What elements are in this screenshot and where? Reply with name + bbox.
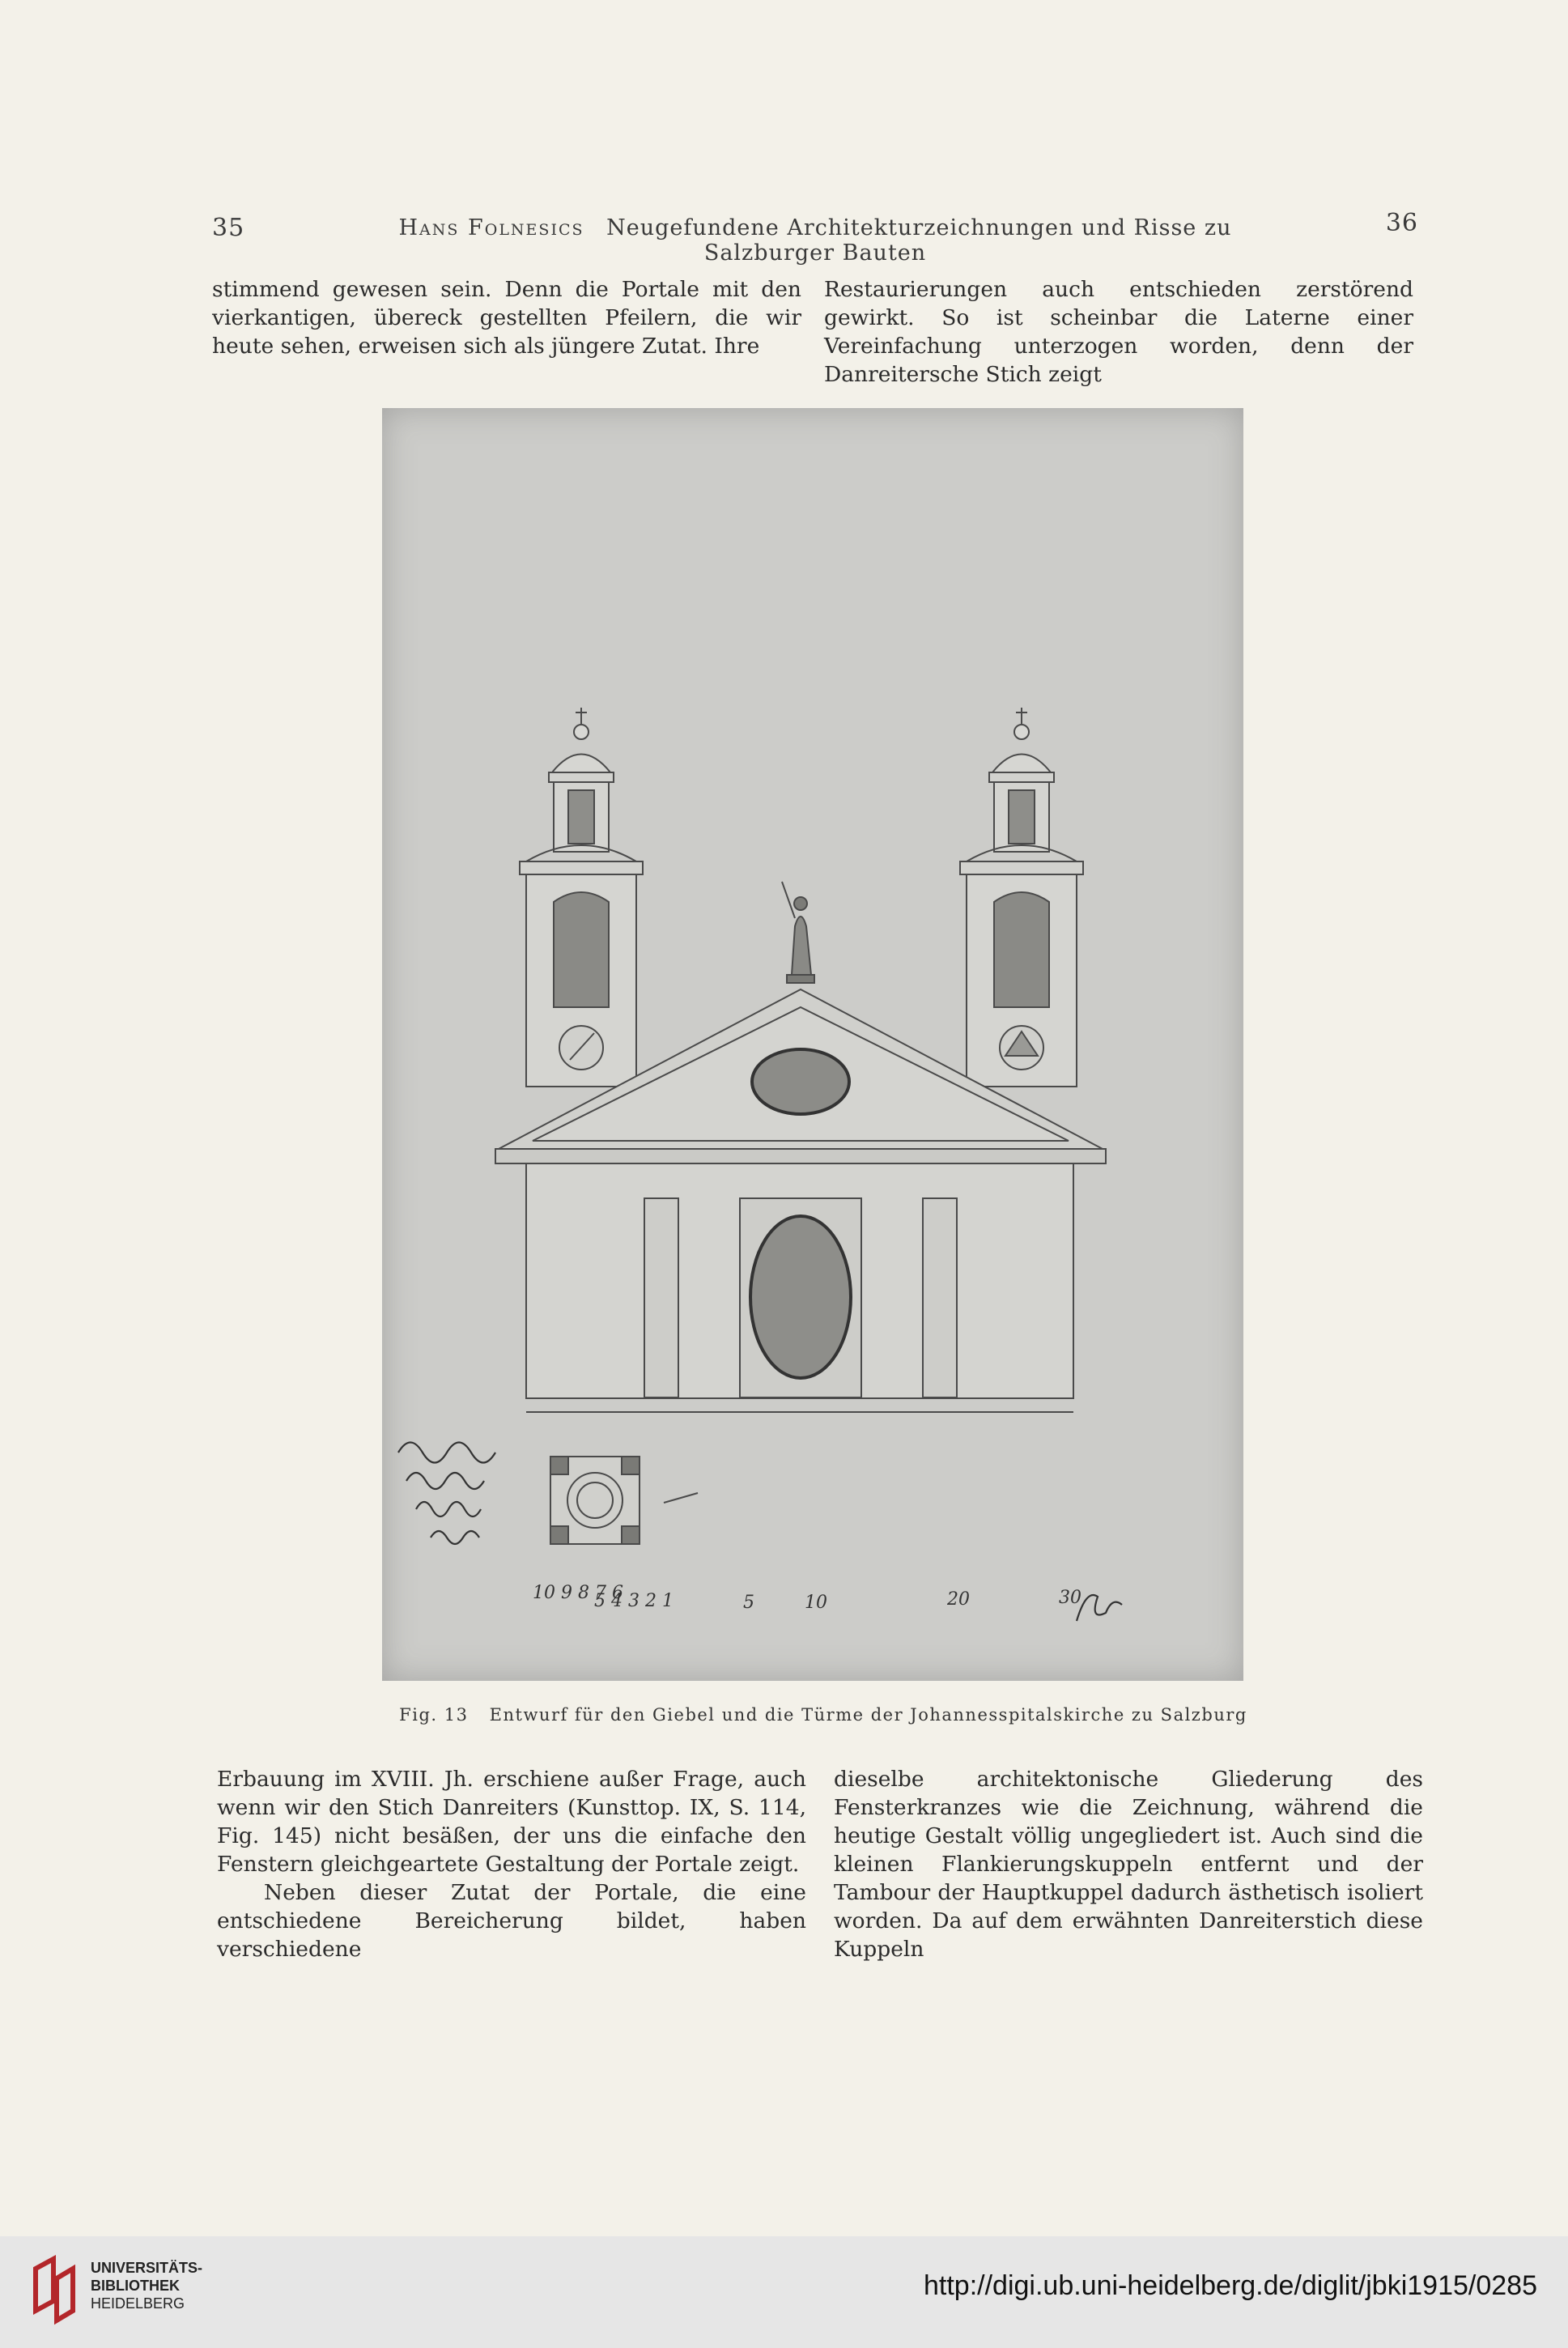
top-left-column bbox=[212, 275, 801, 360]
figure-number: Fig. 13 bbox=[399, 1705, 469, 1725]
page-number-right: 36 bbox=[1385, 209, 1418, 237]
bottom-right-paragraph: dieselbe architektonische Gliederung des Fensterkranzes wie die Zeichnung, während die heutige Gestalt völlig ungegliedert ist. Auch sind die kleinen Flankierungskuppeln entfernt und der Tambour der Hauptkuppel dadurch ästhetisch isoliert worden. Da auf dem erwähnten Danreiterstich diese Kuppeln bbox=[834, 1767, 1423, 1962]
scale-number-20: 20 bbox=[947, 1589, 970, 1610]
facade-drawing-svg bbox=[382, 408, 1243, 1681]
scale-number-10-6: 10 9 8 7 6 bbox=[533, 1583, 623, 1603]
figure-caption bbox=[382, 1705, 1264, 1725]
bottom-left-paragraph-1: Erbauung im XVIII. Jh. erschiene außer Frage, auch wenn wir den Stich Danreiters (Kunsttop. IX, S. 114, Fig. 145) nicht besäßen, der uns die einfache den Fenstern gleichgeartete Gestaltung der Portale zeigt. bbox=[217, 1767, 806, 1877]
scale-number-30: 30 bbox=[1059, 1588, 1081, 1608]
page-number-left: 35 bbox=[212, 214, 245, 242]
handwritten-annotation bbox=[398, 1443, 1122, 1622]
running-header bbox=[212, 209, 1418, 266]
figure-church-facade-drawing bbox=[382, 408, 1243, 1681]
running-title-line bbox=[358, 215, 1273, 266]
permalink-url[interactable]: http://digi.ub.uni-heidelberg.de/diglit/jbki1915/0285 bbox=[924, 2270, 1537, 2301]
plan-detail bbox=[550, 1457, 698, 1544]
right-tower bbox=[960, 708, 1083, 1087]
statue-on-pediment bbox=[782, 882, 814, 983]
scale-number-10: 10 bbox=[805, 1593, 827, 1613]
library-name-line-1: UNIVERSITÄTS- bbox=[91, 2260, 203, 2276]
left-tower bbox=[520, 708, 643, 1087]
bottom-right-column bbox=[834, 1765, 1423, 1963]
bottom-left-paragraph-2: Neben dieser Zutat der Portale, die eine entschiedene Bereicherung bildet, haben verschiedene bbox=[217, 1880, 806, 1962]
top-left-paragraph: stimmend gewesen sein. Denn die Portale mit den vierkantigen, übereck gestellten Pfeilern, die wir heute sehen, erweisen sich als jüngere Zutat. Ihre bbox=[212, 277, 801, 359]
library-name-line-3: HEIDELBERG bbox=[91, 2295, 185, 2312]
library-name-line-2: BIBLIOTHEK bbox=[91, 2278, 180, 2294]
scale-number-5: 5 bbox=[743, 1593, 754, 1613]
university-library-logo-icon bbox=[29, 2252, 79, 2327]
top-right-column bbox=[824, 275, 1413, 389]
library-name bbox=[91, 2259, 202, 2312]
scale-number-5-1: 5 4 3 2 1 bbox=[594, 1591, 674, 1611]
running-title: Neugefundene Architekturzeichnungen und Risse zu Salzburger Bauten bbox=[606, 215, 1232, 266]
figure-caption-text: Entwurf für den Giebel und die Türme der Johannesspitalskirche zu Salzburg bbox=[489, 1705, 1247, 1725]
facade-body bbox=[526, 1163, 1073, 1412]
bottom-left-column bbox=[217, 1765, 806, 1963]
top-right-paragraph: Restaurierungen auch entschieden zerstörend gewirkt. So ist scheinbar die Laterne einer Vereinfachung unterzogen worden, denn der Danreitersche Stich zeigt bbox=[824, 277, 1413, 387]
footer-bar bbox=[0, 2236, 1568, 2348]
author-name: Hans Folnesics bbox=[398, 215, 584, 240]
